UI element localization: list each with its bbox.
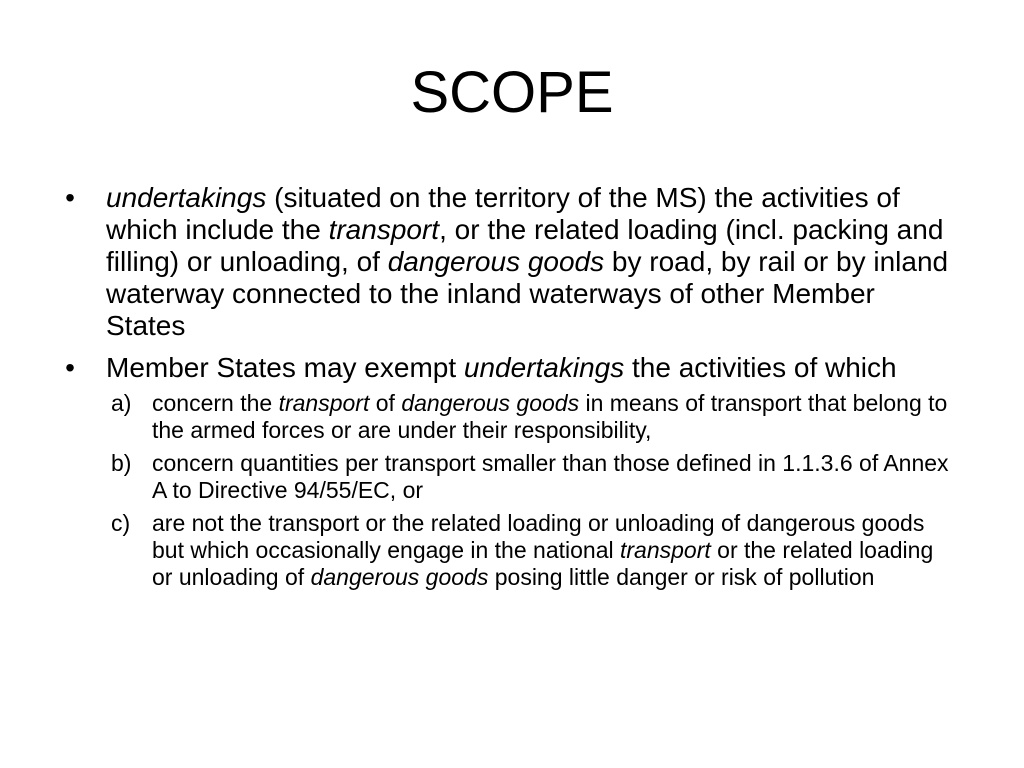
bullet-item — [60, 352, 960, 591]
text-run: concern quantities per transport smaller than those defined in 1.1.3.6 of Annex A to Directive 94/55/EC, or — [152, 450, 949, 503]
italic-term: dangerous goods — [401, 390, 580, 416]
sub-item-text — [152, 390, 947, 443]
italic-term: transport — [328, 214, 440, 245]
bullet-item — [60, 182, 960, 342]
slide-title: SCOPE — [410, 60, 614, 125]
text-run: or the related loading or unloading of — [152, 537, 934, 590]
sub-item-marker: a) — [111, 390, 132, 416]
text-run: , or the related loading (incl. packing and filling) or unloading, of — [106, 214, 944, 277]
text-run: posing little danger or risk of pollution — [488, 564, 875, 590]
text-run: Member States may exempt — [106, 352, 464, 383]
text-run: concern the — [152, 390, 279, 416]
sub-item — [106, 390, 960, 444]
sub-item — [106, 510, 960, 591]
sub-item — [106, 450, 960, 504]
bullet-marker: • — [65, 352, 75, 383]
sub-item-marker: b) — [111, 450, 132, 476]
italic-term: dangerous goods — [387, 246, 605, 277]
slide-body — [60, 182, 960, 601]
bullet-text — [106, 182, 948, 341]
italic-term: transport — [278, 390, 370, 416]
sub-item-marker: c) — [111, 510, 131, 536]
text-run: the activities of which — [624, 352, 897, 383]
text-run: are not the transport or the related loading or unloading of dangerous goods but which occasionally engage in the national — [152, 510, 925, 563]
sub-item-text — [152, 510, 933, 590]
text-run: by road, by rail or by inland waterway connected to the inland waterways of other Member States — [106, 246, 949, 341]
text-run: of — [369, 390, 402, 416]
sub-item-text — [152, 450, 949, 503]
italic-term: undertakings — [106, 182, 267, 213]
italic-term: dangerous goods — [310, 564, 489, 590]
text-run: in means of transport that belong to the armed forces or are under their responsibility, — [152, 390, 948, 443]
text-run: (situated on the territory of the MS) the activities of which include the — [106, 182, 900, 245]
bullet-marker: • — [65, 182, 75, 213]
italic-term: undertakings — [463, 352, 625, 383]
bullet-text — [106, 352, 897, 383]
sub-list — [106, 390, 960, 591]
italic-term: transport — [620, 537, 711, 563]
